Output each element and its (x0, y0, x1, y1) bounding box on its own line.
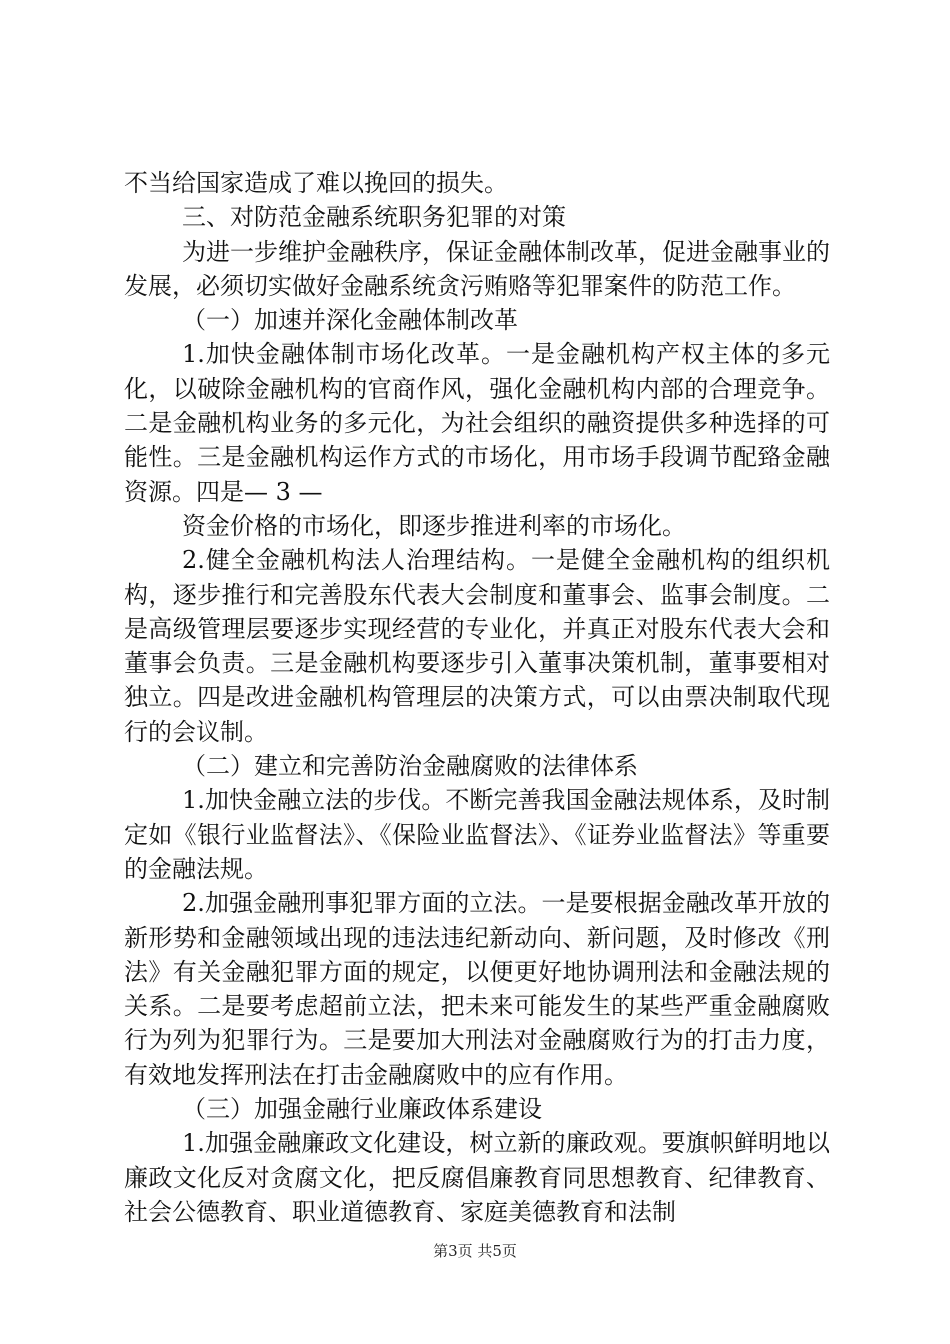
section-heading-three: 三、对防范金融系统职务犯罪的对策 (182, 203, 566, 232)
document-body (124, 166, 830, 1229)
paragraph-item: 资金价格的市场化，即逐步推进利率的市场化。 (182, 511, 686, 540)
paragraph-item: 1.加快金融立法的步伐。不断完善我国金融法规体系，及时制定如《银行业监督法》、《保险业监督法》、《证券业监督法》等重要的金融法规。 (124, 786, 830, 883)
subheading-one: （一）加速并深化金融体制改革 (182, 306, 518, 335)
subheading-two: （二）建立和完善防治金融腐败的法律体系 (182, 752, 638, 781)
paragraph-item: 1.加快金融体制市场化改革。一是金融机构产权主体的多元化，以破除金融机构的官商作风，强化金融机构内部的合理竞争。二是金融机构业务的多元化，为社会组织的融资提供多种选择的可能性。三是金融机构运作方式的市场化，用市场手段调节配臵金融资源。四是— 3 — (124, 340, 830, 506)
paragraph-intro: 为进一步维护金融秩序，保证金融体制改革，促进金融事业的发展，必须切实做好金融系统贪污贿赂等犯罪案件的防范工作。 (124, 237, 830, 300)
page-footer: 第3页 共5页 (433, 1242, 517, 1260)
paragraph-continuation: 不当给国家造成了难以挽回的损失。 (124, 169, 508, 197)
paragraph-item: 2.加强金融刑事犯罪方面的立法。一是要根据金融改革开放的新形势和金融领域出现的违法违纪新动向、新问题，及时修改《刑法》有关金融犯罪方面的规定，以便更好地协调刑法和金融法规的关系。二是要考虑超前立法，把未来可能发生的某些严重金融腐败行为列为犯罪行为。三是要加大刑法对金融腐败行为的打击力度，有效地发挥刑法在打击金融腐败中的应有作用。 (124, 889, 830, 1089)
paragraph-item: 1.加强金融廉政文化建设，树立新的廉政观。要旗帜鲜明地以廉政文化反对贪腐文化，把反腐倡廉教育同思想教育、纪律教育、社会公德教育、职业道德教育、家庭美德教育和法制 (124, 1129, 830, 1226)
paragraph-item: 2.健全金融机构法人治理结构。一是健全金融机构的组织机构，逐步推行和完善股东代表大会制度和董事会、监事会制度。二是高级管理层要逐步实现经营的专业化，并真正对股东代表大会和董事会负责。三是金融机构要逐步引入董事决策机制，董事要相对独立。四是改进金融机构管理层的决策方式，可以由票决制取代现行的会议制。 (124, 546, 830, 746)
subheading-three: （三）加强金融行业廉政体系建设 (182, 1095, 542, 1124)
